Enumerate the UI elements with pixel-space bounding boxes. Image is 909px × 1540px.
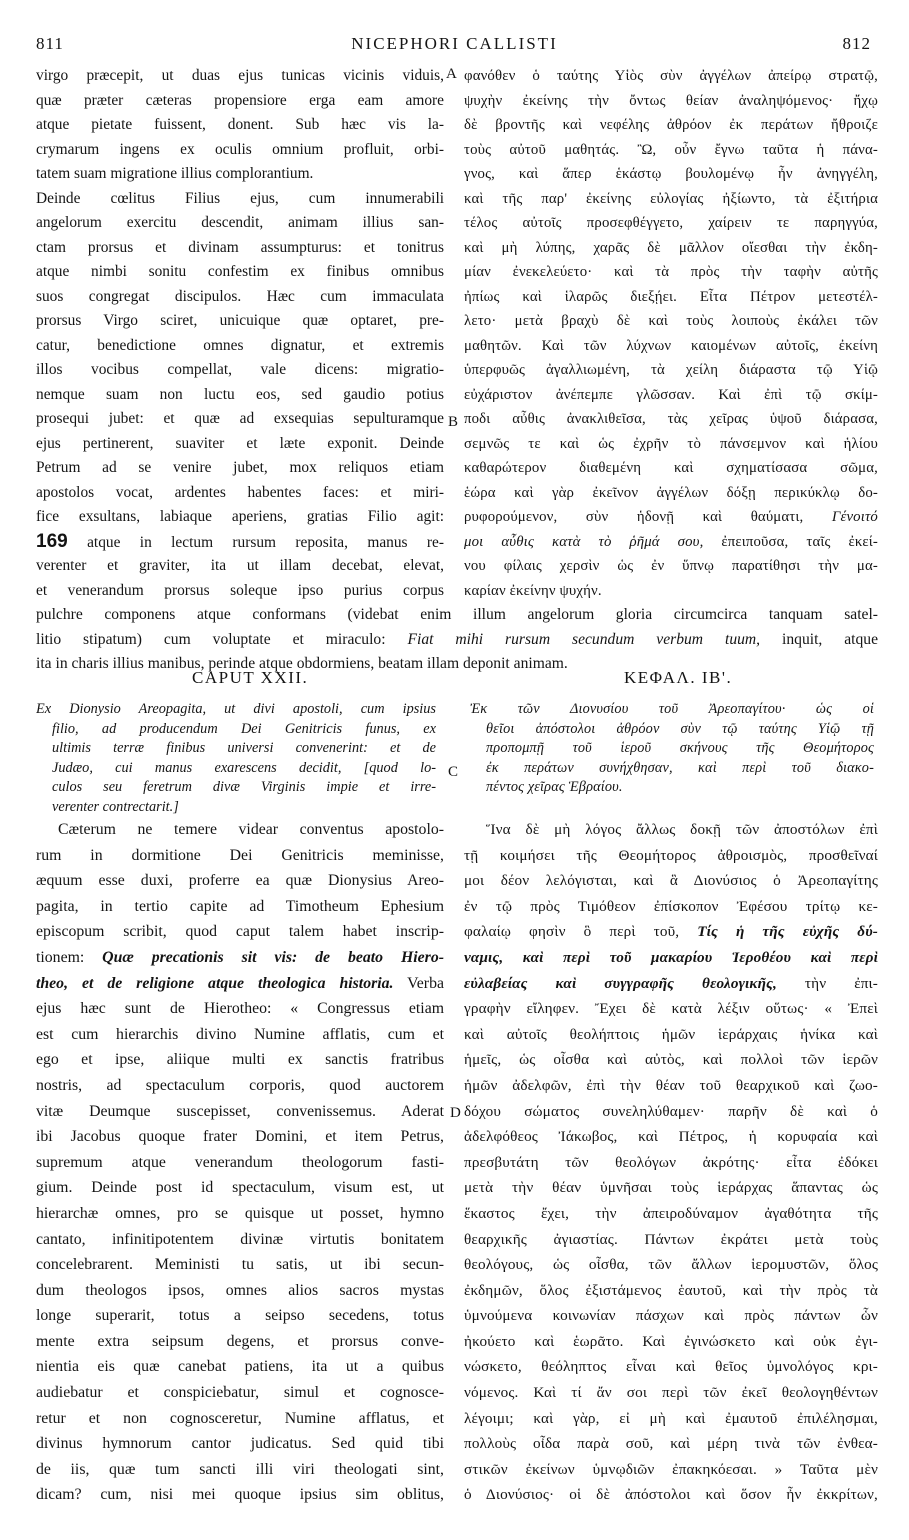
text-line: verenter contrectarit.] (52, 798, 179, 815)
text-line: ἑώρα καὶ γὰρ ἐκεῖνον ἀγγέλων δόξῃ περικύκλῳ δο- (464, 484, 878, 501)
text-line: hierarchæ omnes, pro se quisque ut posset, hymno (36, 1204, 444, 1222)
text-line (464, 530, 878, 555)
text-line: θεαρχικῆς ἀγιαστίας. Πάντων ἐκράτει μετὰ τοὺς (464, 1230, 878, 1248)
text-line: prosequi jubet: et quæ ad exsequias sepulturamque (36, 410, 444, 427)
text-line (464, 945, 878, 971)
text-line: γνος, καὶ ἅπερ ἑκάστῳ βουλομένῳ ἦν ἀνηγγέλη, (464, 166, 878, 182)
text-line: rum in dormitione Dei Genitricis meminisse, (36, 846, 444, 864)
text-line (464, 971, 878, 997)
text-line: fice exsultans, labiaque aperiens, gratias Filio agit: (36, 508, 444, 525)
text-line: Cæterum ne temere videar conventus apostolo- (58, 821, 444, 838)
latin-summary (36, 700, 436, 817)
text-line: ὑπερφυῶς ἀγαλλιωμένη, τὰ χείλη διάραστα τῷ Υἱῷ (464, 362, 878, 378)
text-line: καὶ τῆς παρ' ἐκείνης εὐλογίας ἠξίωντο, τὰ ἐξιτήρια (464, 190, 878, 207)
text-line: ἐν τῷ πρὸς Τιμόθεον ἐπίσκοπον Ἐφέσου τρίτῳ κε- (464, 897, 878, 915)
text-line: ἕκαστος ἔχει, τὴν ἀπειροδύναμον ἀγαθότητα τῆς (464, 1204, 878, 1222)
text-line (36, 945, 444, 971)
text-line: θεολόγους, ὡς οἶσθα, τῶν ἄλλων ἱερομυστῶν, ὅλος (464, 1256, 878, 1274)
text-line: Deinde cœlitus Filius ejus, cum innumerabili (36, 189, 444, 207)
text-line: πολλοὺς οἶδα παρὰ σοῦ, καὶ μέρη τινὰ τῶν ἐνθεα- (464, 1435, 878, 1453)
text-line: νόμενος. Καὶ τί ἄν σοι περὶ τῶν ἐκεῖ θεολογηθέντων (464, 1384, 878, 1402)
text-line: ἠκούετο καὶ ἑωρᾶτο. Καὶ ἐγινώσκετο καὶ οὐκ ἐγι- (464, 1332, 878, 1350)
text-line: ἐκδημῶν, ὅλος ἐξιστάμενος ἑαυτοῦ, καὶ τὴν πρὸς τὰ (464, 1281, 878, 1299)
full-width-block (36, 603, 878, 677)
text-line: est cum hierarchis divino Numine afflatis, cum et (36, 1025, 444, 1043)
text-line: gium. Deinde post id spectaculum, visum est, ut (36, 1179, 444, 1197)
latin-column-top (36, 64, 444, 603)
text-line: nientia eis quæ canebat patiens, ita ut a quibus (36, 1358, 444, 1376)
italic-fragment: μοι αὖθις κατὰ τὸ ῥῆμά σου, (464, 533, 704, 550)
text-line: filio, ad producendum Dei Genitricis funus, ex (52, 720, 436, 737)
text-fragment: ρυφορούμενον, σὺν ἡδονῇ καὶ θαύματι, (464, 509, 804, 525)
text-line: supremum atque venerandum theologorum fasti- (36, 1153, 444, 1171)
text-line: atque nimbi sonitu confestim ex finibus omnibus (36, 263, 444, 280)
text-line: quæ præter cæteras propensiore erga eam amore (36, 91, 444, 109)
text-line: μαθητῶν. Καὶ τῶν λύχνων καιομένων αὐτοῖς, ἐκείνη (464, 337, 878, 354)
italic-fragment: theo, et de religione atque theologica historia. (36, 974, 394, 992)
text-line: ὑμνούμενα κοινωνίαν πάσχων καὶ πρὸς πάντων ὧν (464, 1307, 878, 1325)
text-line: μοι δέον λελόγισται, καὶ ἃ Διονύσιος ὁ Ἀρεοπαγίτης (464, 872, 878, 890)
text-line: nemque suam non luctu eos, sed gaudio potius (36, 385, 444, 403)
text-line: tatem suam migratione illius complorantium. (36, 165, 314, 182)
text-line (36, 971, 444, 997)
text-line: ποδι αὖθις ἀνακλιθεῖσα, τὰς χεῖρας ὑψοῦ διάρασα, (464, 411, 878, 427)
text-line: nostris, ad spectaculum corporis, quod auctorem (36, 1076, 444, 1094)
margin-letter-d: D (450, 1105, 461, 1121)
text-line (464, 505, 878, 530)
text-line: virgo præcepit, ut duas ejus tunicas vicinis viduis, (36, 67, 444, 84)
text-line: λέγοιμι; καὶ γὰρ, εἰ μὴ καὶ ἐμαυτοῦ ἐπιλέλησμαι, (464, 1409, 878, 1427)
text-line: θεῖοι ἀπόστολοι ἀθρόον σὺν τῷ ταύτης Υἱῷ τῇ (486, 720, 874, 737)
text-line: τοὺς αὐτοῦ μαθητάς. Ὢ, οὖν ἔγνω ταῦτα ἡ πάνα- (464, 141, 878, 158)
text-line: προπομπῇ τοῦ ἱεροῦ σκήνους τῆς Θεομήτορος (486, 740, 874, 756)
text-line: audiebatur et conspiciebatur, simul et cognosce- (36, 1384, 444, 1402)
text-line: verenter et graviter, ita ut illam decebat, elevat, (36, 557, 444, 574)
latin-heading: CAPUT XXII. (192, 668, 309, 687)
text-line: et venerandum prorsus soleque ipso purius corpus (36, 581, 444, 599)
text-line: dum theologos ipsos, omnes alios sacros mystas (36, 1281, 444, 1299)
text-line: καὶ μὴ λύπης, χαρᾶς δὲ μᾶλλον οἴεσθαι τὴν ἐκδη- (464, 239, 878, 256)
text-line: νου φίλαις χερσὶν ὡς ἐν ὕπνῳ παρατίθησι τὴν μα- (464, 558, 878, 574)
text-line: cantato, infinitipotentem divinæ virtutis bonitatem (36, 1230, 444, 1248)
text-line: ψυχὴν ἐκείνης τὴν ὄντως θείαν ἀναληψόμενος· ἤχῳ (464, 92, 878, 109)
text-line: Ἵνα δὲ μὴ λόγος ἄλλως δοκῇ τῶν ἀποστόλων ἐπὶ (486, 821, 878, 838)
text-line: suos congregat discipulos. Hæc cum immaculata (36, 287, 444, 305)
text-line: ego et ipse, aliique multi ex sanctis fratribus (36, 1051, 444, 1069)
text-line: πρεσβυτάτη τῶν θεολόγων ἀκρότης· εἶτα ἐδόκει (464, 1153, 878, 1171)
margin-letter-a: A (446, 66, 457, 82)
text-fragment: φαλαίῳ φησὶν ὃ περὶ τοῦ, (464, 923, 680, 941)
text-line: illos vocibus compellat, vale dicens: migratio- (36, 361, 444, 378)
greek-summary (470, 700, 874, 798)
text-line (36, 628, 878, 653)
text-line: catur, benedictione omnes dignatur, et extremis (36, 336, 444, 354)
text-line: φανόθεν ὁ ταύτης Υἱὸς σὺν ἀγγέλων ἀπείρῳ στρατῷ, (464, 68, 878, 84)
text-fragment: litio stipatum) cum voluptate et miraculo: (36, 630, 386, 648)
italic-fragment: Τίς ἡ τῆς εὐχῆς δύ- (679, 923, 878, 941)
running-header (0, 34, 909, 56)
text-line: atque pietate fuissent, donent. Sub hæc vis la- (36, 116, 444, 133)
text-line: τέλος αὐτοῖς προσεφθέγγετο, χαίρειν τε παρηγγύα, (464, 215, 878, 231)
text-line: Ἐκ τῶν Διονυσίου τοῦ Ἀρεοπαγίτου· ὡς οἱ (470, 701, 874, 717)
text-line: ctam prorsus et divinam assumpturus: et tonitrus (36, 238, 444, 256)
text-fragment: tionem: (36, 948, 85, 966)
italic-fragment: εὐλαβείας καὶ συγγραφῆς θεολογικῆς, (464, 974, 777, 992)
italic-fragment: Fiat mihi rursum secundum verbum tuum, (385, 630, 761, 648)
greek-column-top (464, 64, 878, 603)
text-fragment: τὴν ἐπι- (776, 974, 878, 992)
text-line: ἀδελφόθεος Ἰάκωβος, καὶ Πέτρος, ἡ κορυφαία καὶ (464, 1128, 878, 1146)
text-line: τῇ κοιμήσει τῆς Θεομήτορος ἀθροισμὸς, προσθεῖναί (464, 846, 878, 864)
text-line: μίαν ἐνεκελεύετο· καὶ τὰ πρὸς τὴν ταφὴν αὐτῆς (464, 264, 878, 280)
text-line: dicam? cum, nisi mei quoque ipsius sim oblitus, (36, 1486, 444, 1504)
text-line: vitæ Deumque suscepisset, convenissemus. Aderat (36, 1102, 444, 1120)
text-line: καθαρώτερον διαθεμένη καὶ σχηματίσασα σῶμα, (464, 460, 878, 476)
text-line: angelorum exercitu descendit, animam illius san- (36, 214, 444, 231)
text-line: μετὰ τὴν θέαν ὑμνῆσαι τοὺς ἱεράρχας ἅπαντας ὡς (464, 1179, 878, 1197)
text-line: ἡμεῖς, ὡς οἶσθα καὶ αὐτὸς, καὶ πολλοὶ τῶν ἱερῶν (464, 1051, 878, 1069)
text-line: καρίαν ἐκείνην ψυχήν. (464, 582, 602, 599)
margin-letter-c: C (448, 764, 459, 780)
text-line: pagita, in tertio capite ad Timotheum Ephesium (36, 897, 444, 915)
text-line: καὶ αὐτοῖς θεολήπτοις ἡμῶν ἱεράρχαις ἡνίκα καὶ (464, 1025, 878, 1043)
italic-fragment: Quæ precationis sit vis: de beato Hiero- (84, 948, 444, 966)
text-line: apostolos vocat, ardentes habentes faces: et miri- (36, 483, 444, 501)
text-line: mente extra seipsum degens, et prorsus conve- (36, 1332, 444, 1350)
latin-body (36, 817, 444, 1508)
greek-body (464, 817, 878, 1508)
text-line: ὁ Διονύσιος· οἱ δὲ ἀπόστολοι καὶ ὅσον ἦν ἐκκρίτων, (464, 1486, 878, 1504)
text-line: divinus hymnorum cantor judicatus. Sed quid tibi (36, 1435, 444, 1453)
text-line: ejus pertinerent, suaviter et læte exponit. Deinde (36, 434, 444, 452)
text-line: Petrum ad se venire jubet, mox reliquos etiam (36, 459, 444, 476)
text-line: episcopum scribit, quod caput talem habet inscrip- (36, 923, 444, 941)
text-line: πέντος χεῖρας Ἑβραίου. (486, 779, 623, 795)
text-line: Ex Dionysio Areopagita, ut divi apostoli, cum ipsius (36, 701, 436, 717)
text-line: prorsus Virgo sciret, unicuique quæ optaret, pre- (36, 312, 444, 329)
text-fragment: ἐπειποῦσα, ταῖς ἐκεί- (703, 533, 878, 550)
text-fragment: Verba (393, 974, 444, 992)
italic-fragment: Γένοιτό (831, 509, 878, 525)
text-line: ita in charis illius manibus, perinde atque obdormiens, beatam illam deponit animam. (36, 655, 568, 672)
text-line: δόχου σώματος συνεληλύθαμεν· παρῆν δὲ καὶ ὁ (464, 1102, 878, 1120)
page-number-left: 811 (36, 34, 64, 53)
text-line: ibi Jacobus quoque frater Domini, et item Petrus, (36, 1128, 444, 1146)
text-line: νώσκετο, θεόληπτος εἶναι καὶ θεῖος ὑμνολόγος κρι- (464, 1358, 878, 1376)
column-number: 169 (36, 530, 68, 552)
text-line: ultimis terræ finibus universi convenerint: et de (52, 740, 436, 756)
text-line: concelebrarent. Meministi tu satis, ut ibi secun- (36, 1256, 444, 1274)
text-line: ejus hæc sunt de Hierotheo: « Congressus etiam (36, 1000, 444, 1018)
text-line: σεμνῶς τε καὶ ὡς ἐχρῆν τὸ πάνσεμνον καὶ ἡλίου (464, 435, 878, 452)
text-line: crymarum ingens ex oculis omnium profluit, orbi- (36, 140, 444, 158)
text-line: ἠπίως καὶ ἱλαρῶς διεξῄει. Εἶτα Πέτρον μετεστέλ- (464, 288, 878, 305)
text-line: γραφὴν εἴληφεν. Ἔχει δὲ κατὰ λέξιν οὕτως· « Ἐπεὶ (464, 1000, 878, 1018)
text-line: culos seu feretrum divæ Virginis impie et irre- (52, 779, 436, 795)
text-line: εὐχάριστον ἀνέπεμπε γλῶσσαν. Καὶ ἐπὶ τῷ σκίμ- (464, 386, 878, 403)
text-line: στικῶν ἐκείνων ὑμνῳδιῶν ἐπακηκόεσαι. » Ταῦτα μὲν (464, 1460, 878, 1478)
text-line (464, 919, 878, 945)
text-line: λετο· μετὰ βραχὺ δὲ καὶ τοὺς λοιποὺς ἐκάλει τῶν (464, 313, 878, 329)
text-line: pulchre componens atque conformans (videbat enim illum angelorum gloria circumcirca tanquam satel- (36, 606, 878, 623)
text-line: retur et non cognosceretur, Numine afflatus, et (36, 1409, 444, 1427)
text-fragment: inquit, atque (760, 630, 878, 648)
text-line: ἡμῶν ἀδελφῶν, ἐπὶ τὴν θέαν τοῦ θεαρχικοῦ καὶ ζωο- (464, 1076, 878, 1094)
margin-letter-b: B (448, 414, 459, 430)
text-line: de iis, quæ tum sancti illi viri theologati sint, (36, 1460, 444, 1478)
text-line (36, 530, 444, 555)
greek-heading: ΚΕΦΑΛ. ΙΒ'. (624, 668, 733, 687)
text-line: longe superarit, totus a seipso secedens, totus (36, 1307, 444, 1325)
text-fragment: atque in lectum rursum reposita, manus re- (87, 533, 444, 551)
running-title: NICEPHORI CALLISTI (351, 34, 558, 53)
page-number-right: 812 (842, 34, 871, 53)
text-line: ἐκ περάτων συνήχθησαν, καὶ περὶ τοῦ διακο- (486, 759, 874, 776)
italic-fragment: ναμις, καὶ περὶ τοῦ μακαρίου Ἱεροθέου καὶ περὶ (464, 948, 878, 966)
text-line: δὲ βροντῆς καὶ νεφέλης ἀθρόον ἐκ περάτων ἤθροιζε (464, 117, 878, 133)
text-line: æquum esse duxi, proferre ea quæ Dionysius Areo- (36, 872, 444, 890)
text-line: Judæo, cui manus exarescens decidit, [quod lo- (52, 759, 436, 776)
